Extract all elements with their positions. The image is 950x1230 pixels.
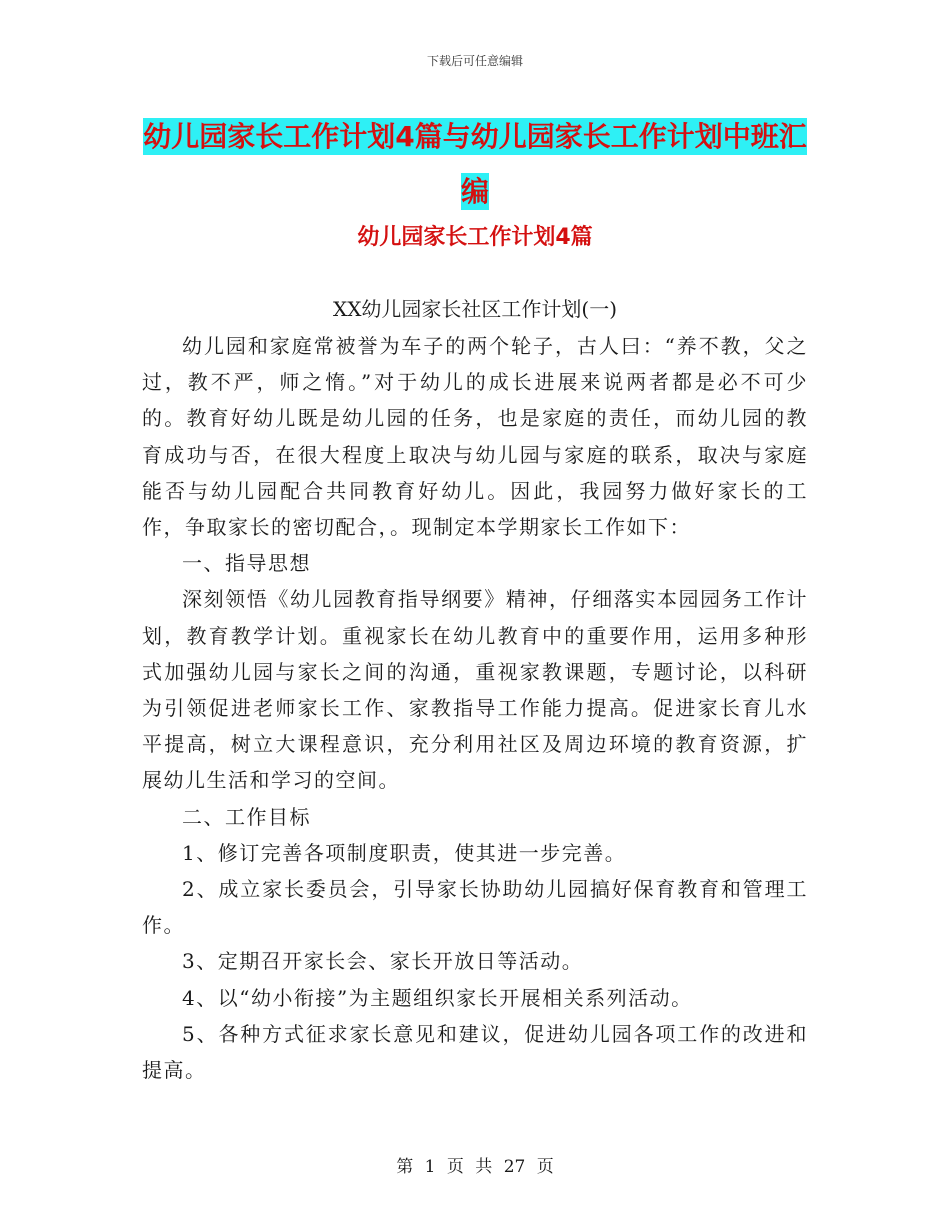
body-paragraph-intro: 幼儿园和家庭常被誉为车子的两个轮子，古人曰：“养不教，父之过，教不严，师之惰。”对于幼儿的成长进展来说两者都是必不可少的。教育好幼儿既是幼儿园的任务，也是家庭的责任，而幼儿园的教育成功与否，在很大程度上取决与幼儿园与家庭的联系，取决与家庭能否与幼儿园配合共同教育好幼儿。因此，我园努力做好家长的工作，争取家长的密切配合，。现制定本学期家长工作如下：: [142, 334, 808, 540]
heading-guiding-ideology: 一、指导思想: [182, 551, 311, 576]
section-title: XX幼儿园家长社区工作计划(一): [332, 297, 618, 321]
document-title-text: 幼儿园家长工作计划4篇与幼儿园家长工作计划中班汇编: [143, 120, 807, 208]
goal-item-2: 2、成立家长委员会，引导家长协助幼儿园搞好保育教育和管理工作。: [142, 877, 808, 938]
goal-item-4: 4、以“幼小衔接”为主题组织家长开展相关系列活动。: [182, 985, 693, 1010]
document-body: [142, 328, 808, 1088]
document-subtitle: 幼儿园家长工作计划4篇: [357, 225, 593, 250]
document-title: [140, 110, 810, 219]
heading-work-goals: 二、工作目标: [182, 804, 311, 829]
goal-item-5: 5、各种方式征求家长意见和建议，促进幼儿园各项工作的改进和提高。: [142, 1021, 808, 1083]
page-footer: 第 1 页 共 27 页: [396, 1157, 554, 1177]
goal-item-1: 1、修订完善各项制度职责，使其进一步完善。: [182, 840, 627, 865]
header-note: 下载后可任意编辑: [426, 54, 523, 68]
goal-item-3: 3、定期召开家长会、家长开放日等活动。: [182, 949, 584, 974]
body-paragraph-guiding-ideology: 深刻领悟《幼儿园教育指导纲要》精神，仔细落实本园园务工作计划，教育教学计划。重视家长在幼儿教育中的重要作用，运用多种形式加强幼儿园与家长之间的沟通，重视家教课题，专题讨论，以科研为引领促进老师家长工作、家教指导工作能力提高。促进家长育儿水平提高，树立大课程意识，充分利用社区及周边环境的教育资源，扩展幼儿生活和学习的空间。: [142, 587, 808, 793]
